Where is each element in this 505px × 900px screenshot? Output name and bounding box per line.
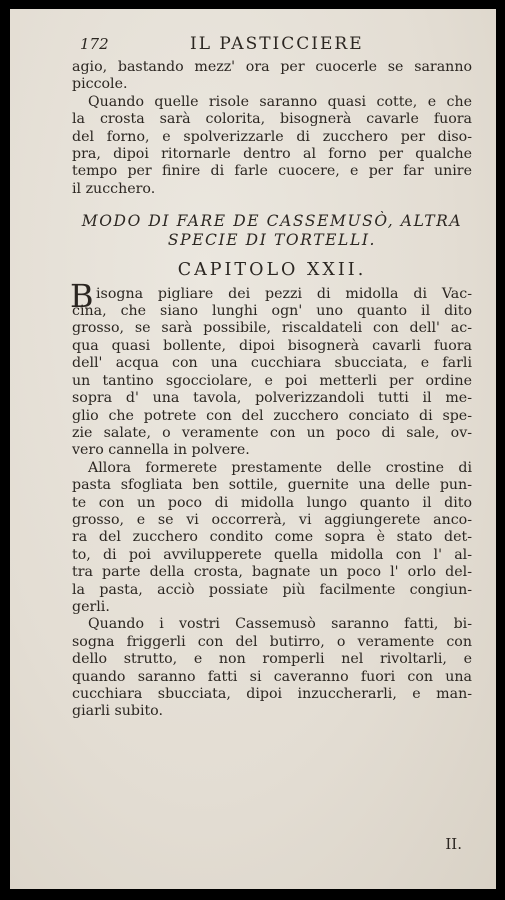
- text-line: la crosta sarà colorita, bisognerà cavarle fuora: [72, 111, 472, 128]
- text-line: del forno, e spolverizzarle di zucchero per diso-: [72, 128, 472, 145]
- text-line: gerli.: [72, 598, 110, 615]
- text-line: vero cannella in polvere.: [72, 442, 250, 459]
- paragraph-friggere: [72, 616, 472, 720]
- text-line: to, di poi avvilupperete quella midolla con l' al-: [72, 546, 472, 563]
- paragraph-risole: [72, 94, 472, 198]
- catchword: II.: [445, 835, 462, 853]
- section-title: [72, 212, 472, 250]
- section-title-line: SPECIE DI TORTELLI.: [167, 231, 377, 250]
- text-line: glio che potrete con del zucchero conciato di spe-: [72, 407, 472, 424]
- page-header: [80, 35, 466, 57]
- chapter-heading: CAPITOLO XXII.: [177, 260, 367, 281]
- text-line: piccole.: [72, 76, 128, 93]
- text-line: dello strutto, e non romperli nel rivoltarli, e: [72, 651, 472, 668]
- paragraph-crostine: [72, 460, 472, 617]
- text-line: pra, dipoi ritornarle dentro al forno per qualche: [72, 146, 472, 163]
- text-line: qua quasi bollente, dipoi bisognerà cavarli fuora: [72, 337, 472, 354]
- page-number: 172: [80, 35, 109, 53]
- first-line-text: isogna pigliare dei pezzi di midolla di Vac-: [96, 285, 472, 302]
- section-title-line: MODO DI FARE DE CASSEMUSÒ, ALTRA: [81, 212, 463, 231]
- text-line: cucchiara sbucciata, dipoi inzuccherarli, e man-: [72, 686, 472, 702]
- book-page: [10, 9, 496, 889]
- text-line: la pasta, acciò possiate più facilmente congiun-: [72, 581, 472, 598]
- text-line: grosso, se sarà possibile, riscaldateli con dell' ac-: [72, 320, 472, 337]
- text-line: un tantino sgocciolare, e poi metterli per ordine: [72, 372, 472, 389]
- running-head: IL PASTICCIERE: [190, 34, 364, 54]
- text-line: agio, bastando mezz' ora per cuocerle se saranno: [72, 59, 472, 75]
- text-line: te con un poco di midolla lungo quanto il dito: [72, 494, 472, 511]
- drop-cap: B: [70, 276, 94, 315]
- text-line: zie salate, o veramente con un poco di sale, ov-: [72, 424, 472, 441]
- text-line: tra parte della crosta, bagnate un poco l' orlo del-: [72, 564, 472, 581]
- paragraph-midolla: [70, 276, 472, 460]
- text-line: ra del zucchero condito come sopra è stato det-: [72, 529, 472, 546]
- body-text: [72, 59, 472, 721]
- text-line: quando saranno fatti si caveranno fuori con una: [72, 668, 472, 685]
- text-line: dell' acqua con una cucchiara sbucciata, e farli: [72, 355, 472, 372]
- text-line: giarli subito.: [72, 703, 163, 720]
- text-line: Quando i vostri Cassemusò saranno fatti, bi-: [88, 616, 472, 633]
- text-line: tempo per finire di farle cuocere, e per far unire: [72, 163, 472, 180]
- text-line: cina, che siano lunghi ogn' uno quanto il dito: [72, 303, 472, 320]
- text-line: il zucchero.: [72, 180, 156, 197]
- intro-paragraph: [72, 59, 472, 94]
- text-line: sogna friggerli con del butirro, o veramente con: [72, 633, 472, 650]
- text-line: grosso, e se vi occorrerà, vi aggiungerete anco-: [72, 511, 472, 528]
- text-line: Allora formerete prestamente delle crostine di: [88, 459, 472, 476]
- text-line: sopra d' una tavola, polverizzandoli tutti il me-: [72, 390, 472, 407]
- text-line: Quando quelle risole saranno quasi cotte, e che: [88, 93, 472, 110]
- text-line: pasta sfogliata ben sottile, guernite una delle pun-: [72, 477, 472, 494]
